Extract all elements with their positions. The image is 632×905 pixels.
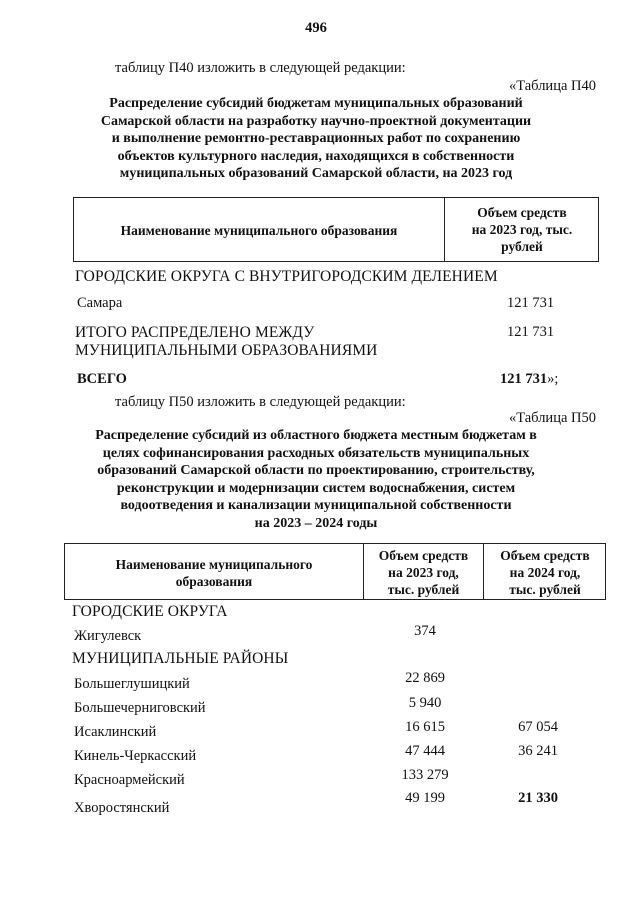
p50-col3-header-line: Объем средств	[500, 548, 590, 563]
p50-row-v2023: 47 444	[405, 743, 445, 759]
p50-col2-header-line: на 2023 год,	[388, 565, 459, 580]
p50-row-v2023: 22 869	[405, 670, 445, 686]
p50-heading-line: водоотведения и канализации муниципальной собственности	[120, 498, 512, 513]
p50-col1-header	[65, 556, 363, 590]
p50-row-v2023: 133 279	[401, 767, 449, 783]
p50-col3-header	[484, 547, 606, 598]
p50-col1-header-line: Наименование муниципального	[115, 557, 313, 572]
p40-heading-line: объектов культурного наследия, находящихся в собственности	[117, 148, 515, 164]
p50-heading-line: целях софинансирования расходных обязательств муниципальных	[102, 445, 530, 461]
p50-row-name: Большечерниговский	[74, 700, 206, 716]
p50-table-header	[64, 543, 606, 600]
p50-col3-header-line: тыс. рублей	[509, 582, 581, 597]
p50-row-name: Кинель-Черкасский	[74, 748, 197, 764]
p40-heading-line: Самарской области на разработку научно-проектной документации	[100, 113, 532, 129]
p50-label: «Таблица П50	[509, 410, 596, 426]
p50-heading-line: образований Самарской области по проектированию, строительству,	[97, 463, 535, 478]
p40-total-name: МУНИЦИПАЛЬНЫМИ ОБРАЗОВАНИЯМИ	[75, 342, 378, 359]
p40-grand-suffix: »;	[547, 371, 559, 387]
p50-row-v2024: 21 330	[518, 790, 558, 806]
p50-row-name: Жигулевск	[74, 628, 142, 644]
p40-grand-name: ВСЕГО	[77, 371, 127, 387]
p40-total-name: ИТОГО РАСПРЕДЕЛЕНО МЕЖДУ	[75, 324, 315, 341]
p50-heading-line: на 2023 – 2024 годы	[254, 515, 378, 531]
p50-row-v2023: 5 940	[408, 695, 442, 711]
p40-heading-line: муниципальных образований Самарской области, на 2023 год	[119, 166, 513, 181]
p40-grand-total	[500, 371, 558, 388]
page-number: 496	[305, 20, 327, 36]
p40-row-value: 121 731	[507, 295, 555, 311]
p50-row-name: Красноармейский	[74, 772, 185, 788]
p50-intro: таблицу П50 изложить в следующей редакции:	[115, 394, 406, 410]
p50-col3-header-line: на 2024 год,	[509, 565, 581, 580]
p40-intro: таблицу П40 изложить в следующей редакции:	[115, 60, 406, 76]
p50-row-name: Исаклинский	[74, 724, 157, 740]
p40-col2-header-line: на 2023 год, тыс.	[471, 222, 573, 237]
p50-col2-header	[364, 547, 483, 598]
p40-heading	[0, 95, 632, 183]
p50-row-name: Хворостянский	[74, 800, 170, 816]
p50-heading-line: реконструкции и модернизации систем водоснабжения, систем	[116, 480, 516, 496]
p50-heading-line: Распределение субсидий из областного бюджета местным бюджетам в	[95, 428, 537, 443]
p40-heading-line: Распределение субсидий бюджетам муниципальных образований	[109, 96, 523, 111]
p40-col2-header-line: рублей	[501, 239, 543, 254]
p50-row-v2024: 67 054	[518, 719, 558, 735]
p50-col2-header-line: тыс. рублей	[387, 582, 460, 597]
p40-col2-header-line: Объем средств	[477, 205, 567, 220]
p50-row-v2024: 36 241	[518, 743, 558, 759]
p50-col2-header-line: Объем средств	[378, 548, 469, 563]
p50-heading	[0, 427, 632, 532]
p50-row-name: Большеглушицкий	[74, 676, 190, 692]
p40-table-header	[73, 197, 599, 262]
p50-row-v2023: 374	[414, 623, 436, 639]
p40-label: «Таблица П40	[509, 78, 596, 94]
p50-col1-header-line: образования	[175, 574, 253, 589]
p50-row-v2023: 49 199	[405, 790, 445, 806]
p50-section-heading: МУНИЦИПАЛЬНЫЕ РАЙОНЫ	[72, 650, 289, 667]
p40-total-value: 121 731	[507, 324, 555, 340]
p40-col1-header: Наименование муниципального образования	[120, 223, 398, 238]
p50-row-v2023: 16 615	[405, 719, 445, 735]
p40-col2-header	[445, 204, 599, 255]
p40-heading-line: и выполнение ремонтно-реставрационных работ по сохранению	[111, 131, 521, 146]
p50-section-heading: ГОРОДСКИЕ ОКРУГА	[72, 603, 228, 620]
p40-section-heading: ГОРОДСКИЕ ОКРУГА С ВНУТРИГОРОДСКИМ ДЕЛЕНИЕМ	[75, 268, 498, 285]
p40-row-name: Самара	[77, 295, 123, 311]
p40-grand-value: 121 731	[500, 371, 548, 387]
